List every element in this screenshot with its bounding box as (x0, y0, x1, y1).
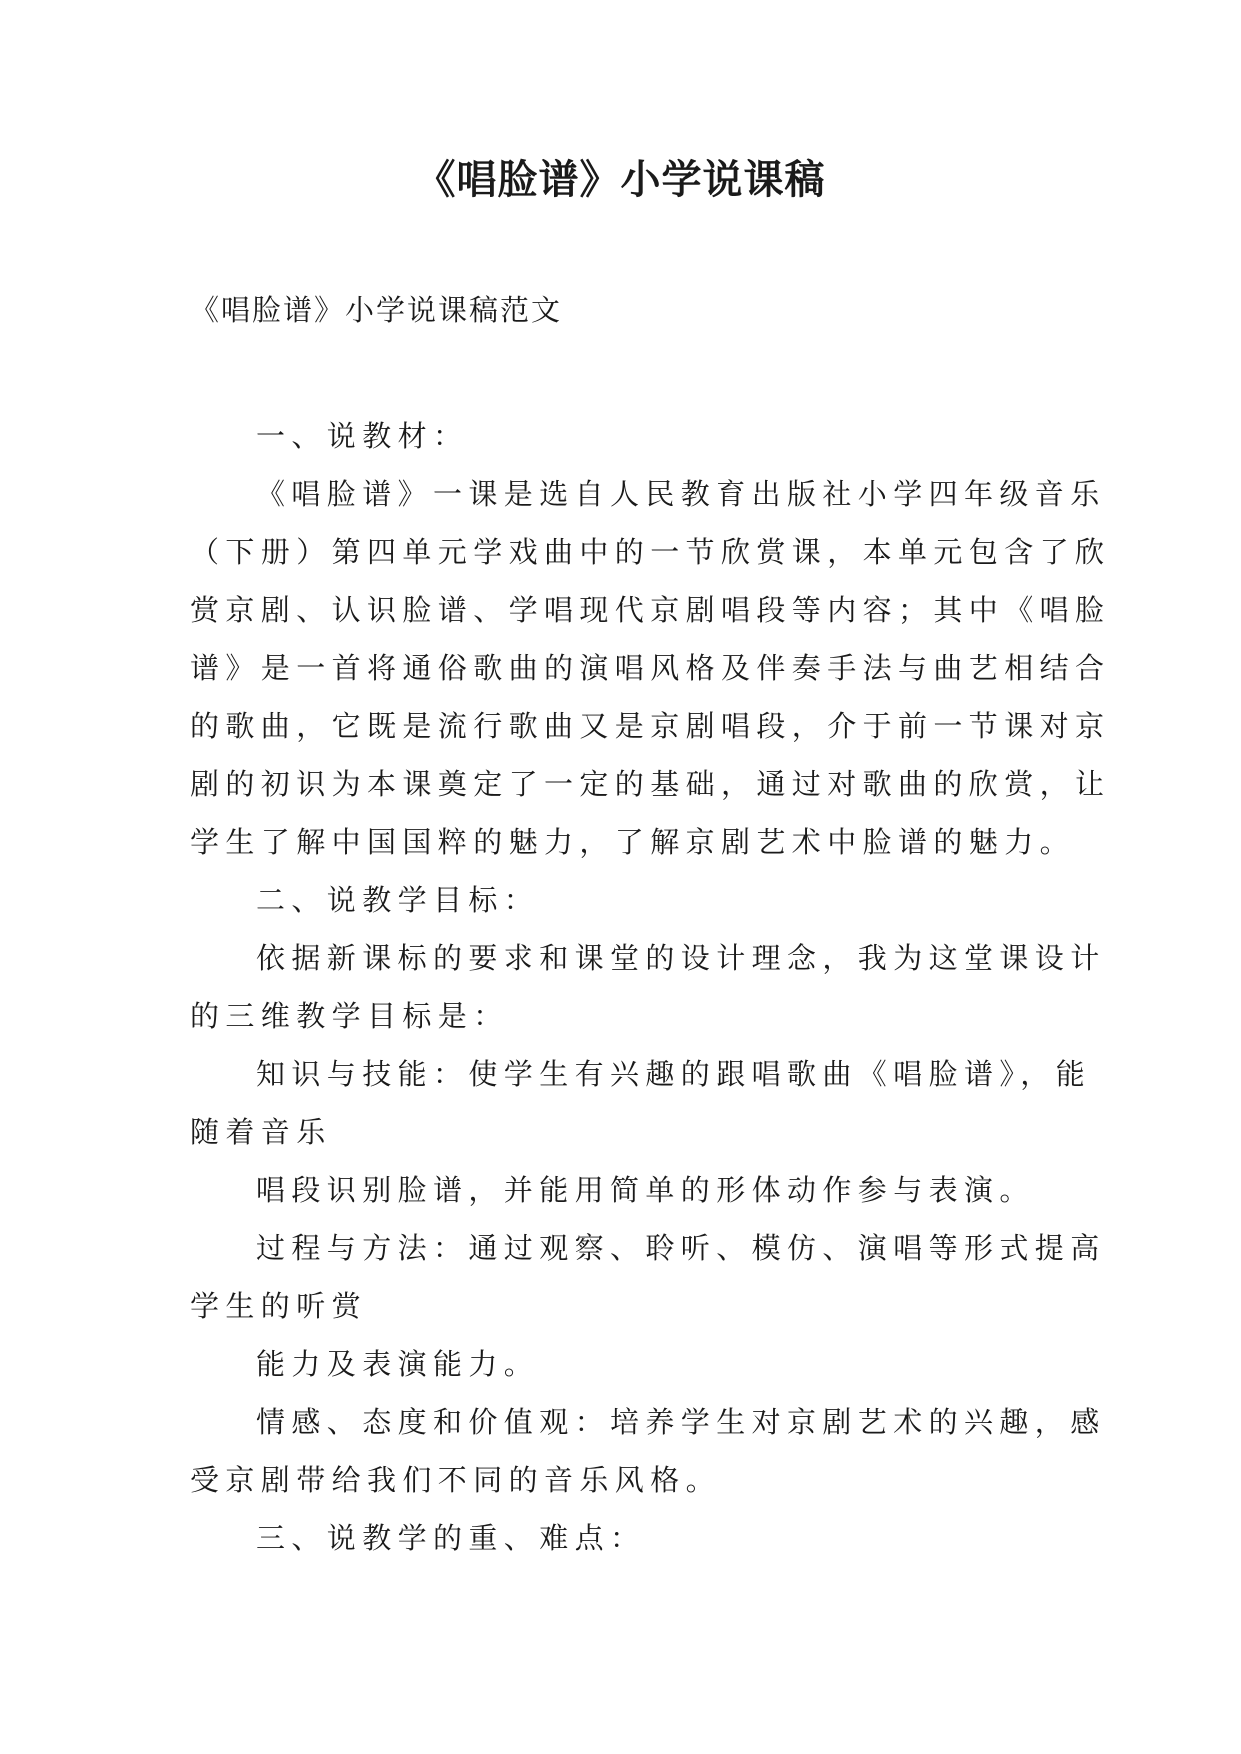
text-line: 学生了解中国国粹的魅力，了解京剧艺术中脸谱的魅力。 (190, 825, 1076, 859)
text-line: （下册）第四单元学戏曲中的一节欣赏课，本单元包含了欣 (190, 535, 1111, 569)
text-line: 谱》是一首将通俗歌曲的演唱风格及伴奏手法与曲艺相结合 (190, 651, 1111, 685)
text-line: 学生的听赏 (190, 1289, 368, 1323)
text-line: 剧的初识为本课奠定了一定的基础，通过对歌曲的欣赏，让 (190, 767, 1111, 801)
text-line: 一、说教材： (256, 419, 469, 453)
document-title: 《唱脸谱》小学说课稿 (415, 157, 826, 203)
text-line: 知识与技能：使学生有兴趣的跟唱歌曲《唱脸谱》，能 (256, 1057, 1092, 1091)
document-subtitle: 《唱脸谱》小学说课稿范文 (190, 293, 563, 327)
text-line: 唱段识别脸谱，并能用简单的形体动作参与表演。 (256, 1173, 1035, 1207)
text-line: 依据新课标的要求和课堂的设计理念，我为这堂课设计 (256, 941, 1106, 975)
text-line: 过程与方法：通过观察、聆听、模仿、演唱等形式提高 (256, 1231, 1106, 1265)
text-line: 能力及表演能力。 (256, 1347, 540, 1381)
text-line: 二、说教学目标： (256, 883, 540, 917)
text-line: 三、说教学的重、难点： (256, 1521, 646, 1555)
text-line: 随着音乐 (190, 1115, 332, 1149)
text-line: 受京剧带给我们不同的音乐风格。 (190, 1463, 722, 1497)
text-line: 的三维教学目标是： (190, 999, 509, 1033)
text-line: 赏京剧、认识脸谱、学唱现代京剧唱段等内容；其中《唱脸 (190, 593, 1111, 627)
text-line: 《唱脸谱》一课是选自人民教育出版社小学四年级音乐 (256, 477, 1106, 511)
document-body (190, 407, 1111, 1567)
text-line: 情感、态度和价值观：培养学生对京剧艺术的兴趣，感 (256, 1405, 1106, 1439)
text-line: 的歌曲，它既是流行歌曲又是京剧唱段，介于前一节课对京 (190, 709, 1111, 743)
